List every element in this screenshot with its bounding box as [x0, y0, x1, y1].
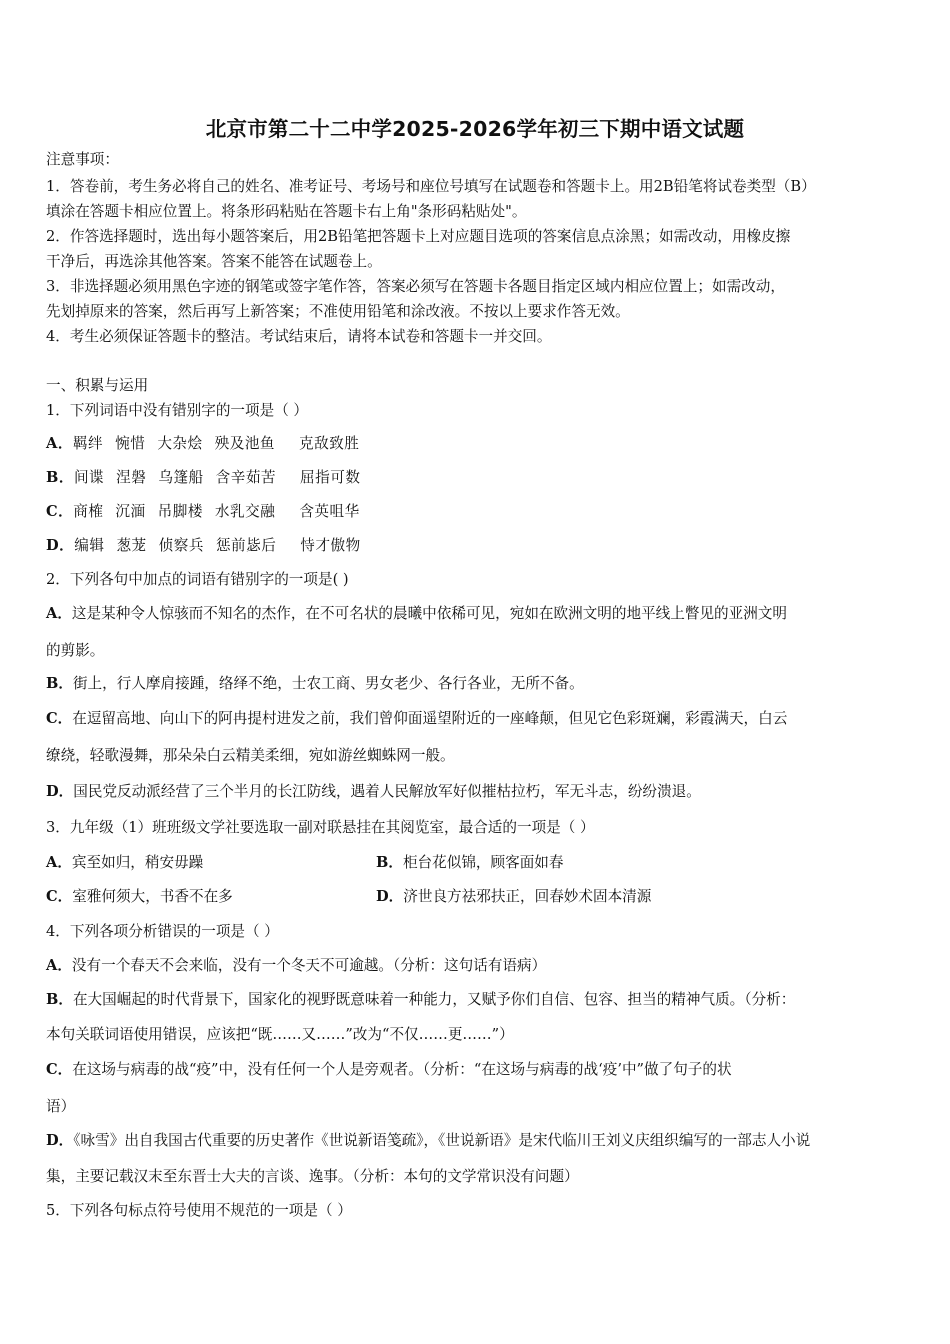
question-2-stem: 2．下列各句中加点的词语有错别字的一项是( )	[46, 571, 349, 588]
notice-line: 填涂在答题卡相应位置上。将条形码粘贴在答题卡右上角"条形码粘贴处"。	[46, 203, 527, 220]
question-5-stem: 5．下列各句标点符号使用不规范的一项是（ ）	[46, 1202, 352, 1219]
option-label: D．	[46, 537, 75, 554]
question-2-line: A．这是某种令人惊骇而不知名的杰作，在不可名状的晨曦中依稀可见，宛如在欧洲文明的地平线上瞥见的亚洲文明	[46, 605, 788, 622]
option-word: 商榷	[73, 503, 104, 520]
question-3-option-b	[376, 853, 563, 873]
question-4-line: C．在这场与病毒的战“疫”中，没有任何一个人是旁观者。（分析：“在这场与病毒的战‘疫’中”做了句子的状	[46, 1061, 732, 1078]
option-text: 柜台花似锦，顾客面如春	[402, 854, 564, 871]
option-text: 济世良方祛邪扶正，回春妙术固本清源	[403, 888, 652, 905]
question-4-line: 集，主要记载汉末至东晋士大夫的言谈、逸事。（分析：本句的文学常识没有问题）	[46, 1168, 579, 1185]
notice-heading: 注意事项：	[46, 151, 119, 168]
option-label: C．	[46, 888, 73, 905]
option-label: D．	[376, 888, 404, 905]
question-2-line: C．在逗留高地、向山下的阿冉提村进发之前，我们曾仰面遥望附近的一座峰颠，但见它色彩斑斓，彩霞满天，白云	[46, 710, 788, 727]
exam-title: 北京市第二十二中学2025-2026学年初三下期中语文试题	[205, 117, 745, 141]
notice-line: 先划掉原来的答案，然后再写上新答案；不准使用铅笔和涂改液。不按以上要求作答无效。	[46, 303, 630, 320]
option-word: 吊脚楼	[157, 503, 203, 520]
option-word: 含英咀华	[299, 503, 360, 520]
option-word: 羁绊	[72, 435, 104, 452]
option-label: A．	[46, 435, 73, 452]
question-3-option-c	[46, 887, 233, 907]
question-1-option-a	[46, 434, 359, 454]
question-3-option-a	[46, 853, 203, 873]
question-2-line: B．街上，行人摩肩接踵，络绎不绝，士农工商、男女老少、各行各业，无所不备。	[46, 675, 584, 692]
option-word: 克敌致胜	[299, 435, 360, 452]
question-3-option-d	[376, 887, 651, 907]
notice-line: 3．非选择题必须用黑色字迹的钢笔或签字笔作答，答案必须写在答题卡各题目指定区域内相应位置上；如需改动，	[46, 278, 785, 295]
question-1-stem: 1．下列词语中没有错别字的一项是（ ）	[46, 402, 309, 419]
option-label: A．	[46, 854, 72, 871]
notice-line: 1．答卷前，考生务必将自己的姓名、准考证号、考场号和座位号填写在试题卷和答题卡上。用2B铅笔将试卷类型（B）	[46, 178, 816, 195]
option-word: 涅磐	[116, 469, 147, 486]
question-1-option-d	[46, 536, 361, 556]
option-word: 水乳交融	[214, 503, 276, 520]
question-4-stem: 4．下列各项分析错误的一项是（ ）	[46, 923, 279, 940]
option-word: 恃才傲物	[300, 537, 361, 554]
question-4-line: 语）	[46, 1098, 76, 1115]
question-3-stem: 3．九年级（1）班班级文学社要选取一副对联悬挂在其阅览室，最合适的一项是（ ）	[46, 819, 595, 836]
question-2-line: 缭绕，轻歌漫舞，那朵朵白云精美柔细，宛如游丝蜘蛛网一般。	[46, 747, 455, 764]
notice-line: 4．考生必须保证答题卡的整洁。考试结束后，请将本试卷和答题卡一并交回。	[46, 328, 552, 345]
question-4-line: A．没有一个春天不会来临，没有一个冬天不可逾越。（分析：这句话有语病）	[46, 957, 547, 974]
question-2-line: D．国民党反动派经营了三个半月的长江防线，遇着人民解放军好似摧枯拉朽，军无斗志，纷纷溃退。	[46, 783, 701, 800]
question-1-option-b	[46, 468, 360, 488]
option-word: 侦察兵	[158, 537, 204, 554]
option-word: 沉湎	[115, 503, 146, 520]
option-word: 惋惜	[115, 435, 146, 452]
question-1-option-c	[46, 502, 360, 522]
section-heading: 一、积累与运用	[46, 377, 149, 394]
option-label: B．	[46, 469, 74, 486]
question-2-line: 的剪影。	[46, 642, 105, 659]
option-word: 葱茏	[116, 537, 147, 554]
option-word: 乌篷船	[158, 469, 204, 486]
question-4-line: D．《咏雪》出自我国古代重要的历史著作《世说新语笺疏》，《世说新语》是宋代临川王刘义庆组织编写的一部志人小说	[46, 1132, 811, 1149]
question-4-line: 本句关联词语使用错误，应该把“既……又……”改为“不仅……更……”）	[46, 1026, 514, 1043]
option-text: 宾至如归，稍安毋躁	[71, 854, 204, 871]
notice-line: 2．作答选择题时，选出每小题答案后，用2B铅笔把答题卡上对应题目选项的答案信息点涂黑；如需改动，用橡皮擦	[46, 228, 791, 245]
option-word: 含辛茹苦	[215, 469, 277, 486]
option-text: 室雅何须大，书香不在多	[72, 888, 233, 905]
option-word: 屈指可数	[300, 469, 361, 486]
option-word: 殃及池鱼	[214, 435, 276, 452]
option-word: 编辑	[74, 537, 105, 554]
notice-line: 干净后，再选涂其他答案。答案不能答在试题卷上。	[46, 253, 382, 270]
option-label: B．	[376, 854, 403, 871]
option-label: C．	[46, 503, 74, 520]
option-word: 间谍	[73, 469, 105, 486]
option-word: 惩前毖后	[215, 537, 277, 554]
option-word: 大杂烩	[157, 435, 203, 452]
question-4-line: B．在大国崛起的时代背景下，国家化的视野既意味着一种能力，又赋予你们自信、包容、担当的精神气质。（分析：	[46, 991, 796, 1008]
